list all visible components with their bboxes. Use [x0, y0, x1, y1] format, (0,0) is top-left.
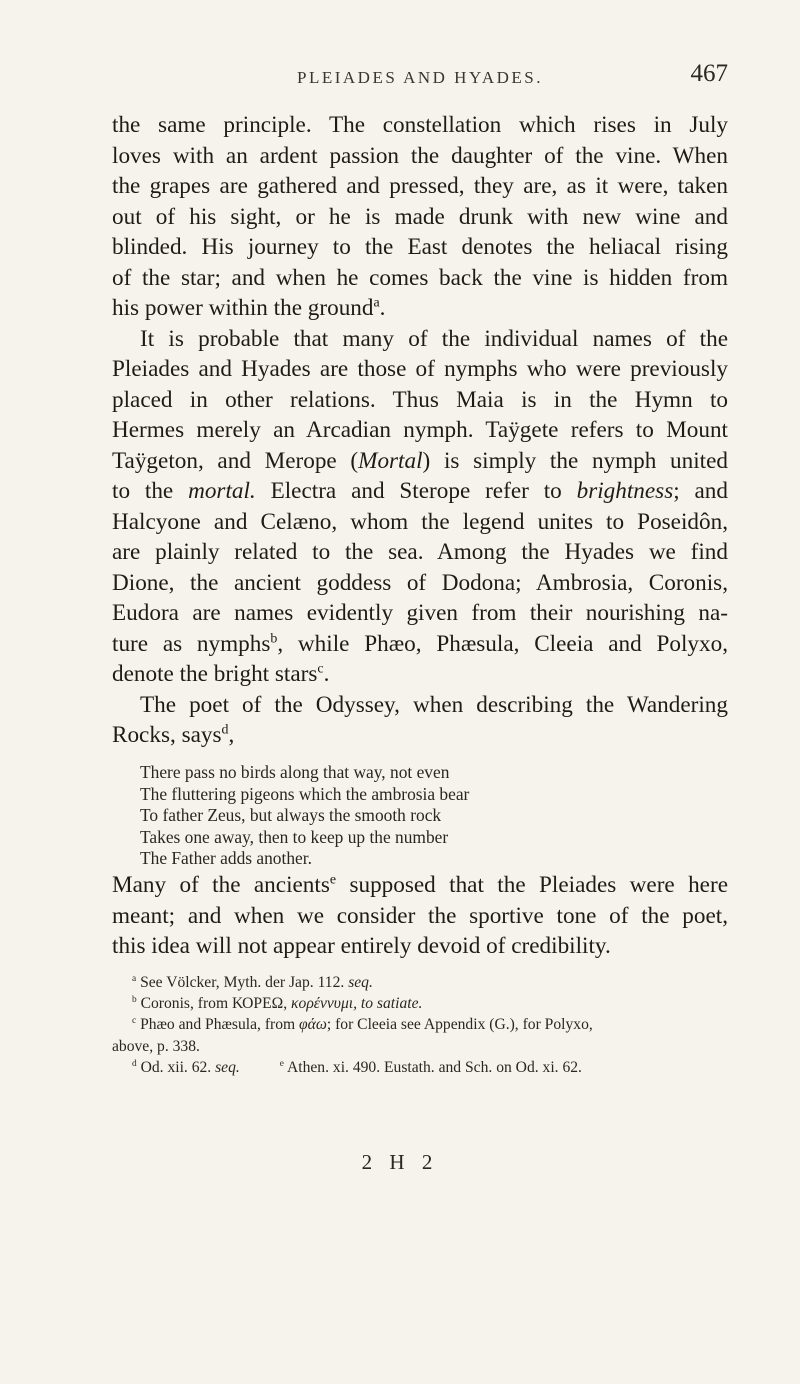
text-line: It is probable that many of the individual names of the: [140, 325, 728, 352]
main-text: [112, 110, 728, 751]
printer-signature: 2 H 2: [361, 1150, 439, 1174]
footnote-ref-e[interactable]: e: [329, 872, 337, 888]
verse-line: To father Zeus, but always the smooth rock: [140, 805, 442, 825]
text-line: are plainly related to the sea. Among the Hyades we find: [112, 539, 728, 565]
text-line: Taÿgeton, and Merope (Mortal) is simply the nymph united: [112, 447, 728, 474]
text-line: ture as nymphs$^b$, while Phæo, Phæsula, Cleeia and Polyxo,: [112, 630, 728, 657]
verse-quotation: [140, 762, 700, 870]
footnote-ref-b[interactable]: b: [270, 630, 278, 646]
text-line: placed in other relations. Thus Maia is in the Hymn to: [112, 386, 728, 413]
text-line: Pleiades and Hyades are those of nymphs who were previously: [112, 356, 728, 382]
verse-line: The fluttering pigeons which the ambrosia bear: [140, 783, 470, 804]
text-line: the grapes are gathered and pressed, they are, as it were, taken: [112, 173, 728, 199]
text-line: his power within the ground$^a$.: [112, 295, 386, 321]
footnote-c: $^c$ Phæo and Phæsula, from φάω; for Cleeia see Appendix (G.), for Polyxo,: [132, 1016, 593, 1034]
verse-line: Takes one away, then to keep up the number: [140, 826, 449, 847]
page-number: 467: [690, 60, 728, 87]
text-line: Eudora are names evidently given from their nourishing na-: [112, 600, 728, 626]
text-line: Hermes merely an Arcadian nymph. Taÿgete refers to Mount: [112, 417, 728, 443]
text-line: Rocks, says$^d$,: [112, 722, 235, 748]
text-line: blinded. His journey to the East denotes the heliacal rising: [112, 234, 728, 260]
text-line: denote the bright stars$^c$.: [112, 661, 330, 687]
footnote-ref-a[interactable]: a: [373, 295, 380, 311]
footnotes: [112, 972, 728, 1078]
text-line: of the star; and when he comes back the vine is hidden from: [112, 264, 728, 291]
main-text-continued: [112, 870, 728, 962]
text-line: this idea will not appear entirely devoid of credibility.: [112, 933, 611, 959]
footnote-a: $^a$ See Völcker, Myth. der Jap. 112. seq.: [132, 973, 373, 991]
text-line: meant; and when we consider the sportive tone of the poet,: [112, 902, 728, 929]
text-line: loves with an ardent passion the daughter of the vine. When: [112, 142, 728, 169]
running-head: PLEIADES AND HYADES.: [297, 68, 543, 87]
text-line: The poet of the Odyssey, when describing the Wandering: [140, 691, 728, 718]
footnote-d-e: $^d$ Od. xii. 62. seq. $^e$ Athen. xi. 490. Eustath. and Sch. on Od. xi. 62.: [132, 1058, 582, 1076]
text-line: Dione, the ancient goddess of Dodona; Ambrosia, Coronis,: [112, 569, 728, 596]
verse-line: The Father adds another.: [140, 848, 312, 868]
text-line: Halcyone and Celæno, whom the legend unites to Poseidôn,: [112, 508, 728, 535]
page-header: [112, 60, 728, 94]
text-line: the same principle. The constellation which rises in July: [112, 112, 728, 138]
text-line: to the mortal. Electra and Sterope refer to brightness; and: [112, 478, 728, 504]
footnote-ref-c[interactable]: c: [317, 661, 324, 677]
footnote-c-continued: above, p. 338.: [112, 1037, 200, 1055]
verse-line: There pass no birds along that way, not even: [140, 762, 450, 782]
text-line: out of his sight, or he is made drunk with new wine and: [112, 203, 728, 230]
footnote-b: $^b$ Coronis, from ΚΟΡΕΩ, κορέννυμι, to satiate.: [132, 995, 423, 1013]
text-line: Many of the ancients$^e$ supposed that the Pleiades were here: [112, 872, 728, 898]
footnote-ref-d[interactable]: d: [221, 722, 229, 738]
